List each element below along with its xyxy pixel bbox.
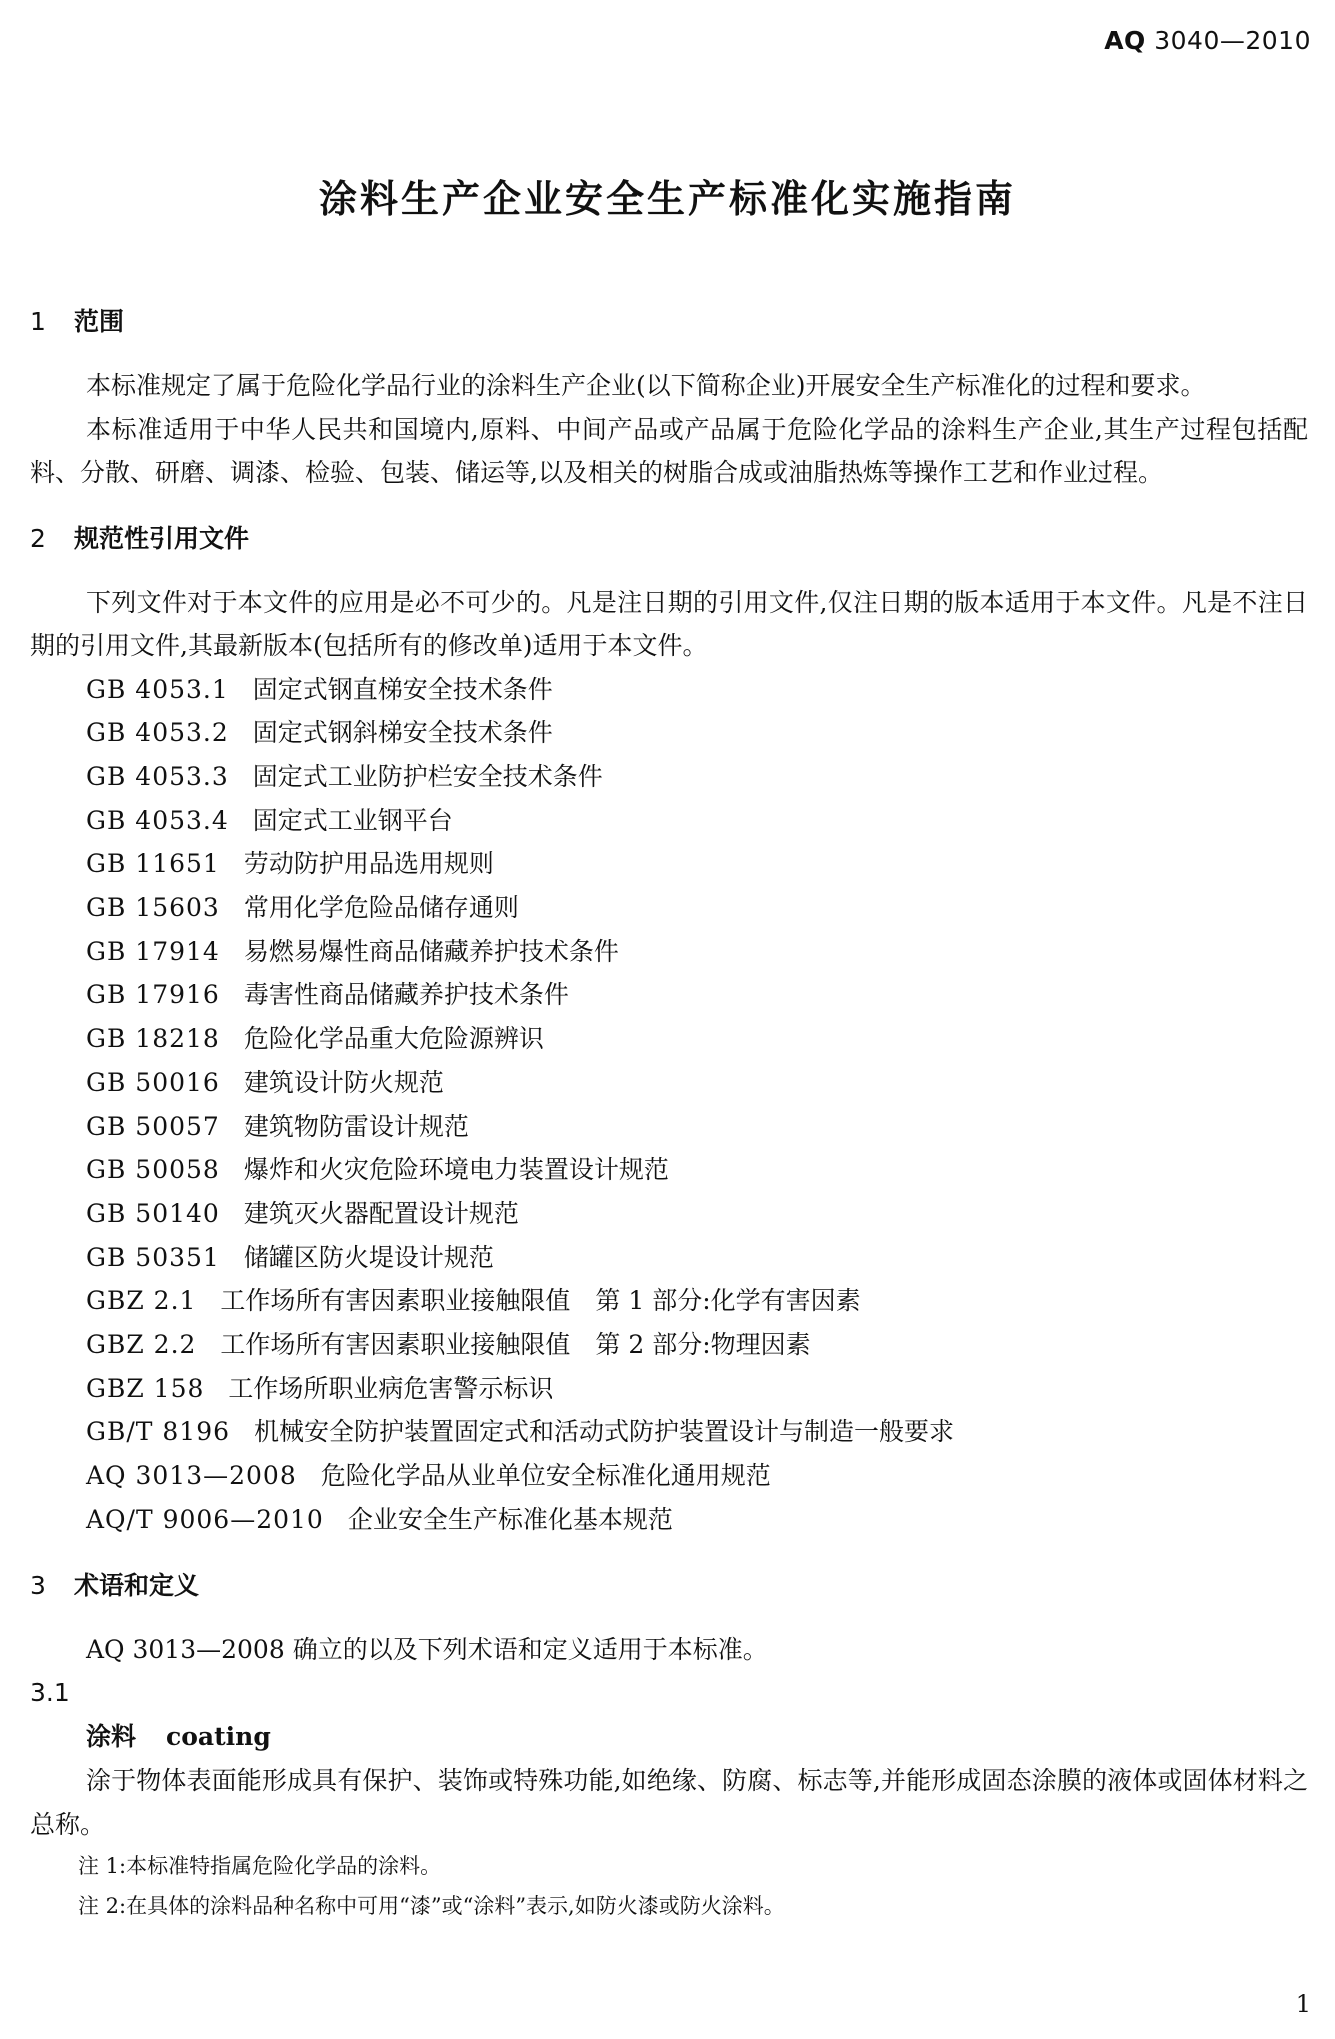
section-heading-normative-references: [30, 517, 1308, 561]
reference-item: GB 50351 储罐区防火堤设计规范: [86, 1242, 494, 1272]
scope-paragraph-1: 本标准规定了属于危险化学品行业的涂料生产企业(以下简称企业)开展安全生产标准化的过程和要求。: [86, 371, 1206, 400]
term-note-1: 注 1:本标准特指属危险化学品的涂料。: [78, 1854, 442, 1879]
reference-item: GB 17916 毒害性商品储藏养护技术条件: [86, 980, 569, 1010]
term-number: 3.1: [30, 1678, 70, 1708]
reference-item: AQ 3013—2008 危险化学品从业单位安全标准化通用规范: [86, 1461, 771, 1491]
term-note-2: 注 2:在具体的涂料品种名称中可用“漆”或“涂料”表示,如防火漆或防火涂料。: [78, 1894, 785, 1919]
section-number: 2: [30, 523, 46, 553]
reference-item: GB/T 8196 机械安全防护装置固定式和活动式防护装置设计与制造一般要求: [86, 1417, 955, 1447]
reference-item: AQ/T 9006—2010 企业安全生产标准化基本规范: [86, 1504, 673, 1534]
reference-item: GBZ 158 工作场所职业病危害警示标识: [86, 1373, 554, 1403]
term-heading: [30, 1715, 1308, 1759]
reference-item: GB 50057 建筑物防雷设计规范: [86, 1111, 469, 1141]
section-number: 1: [30, 307, 46, 336]
reference-item: GB 17914 易燃易爆性商品储藏养护技术条件: [86, 936, 619, 966]
reference-item: GB 4053.4 固定式工业钢平台: [86, 805, 453, 835]
scope-paragraph-2: 本标准适用于中华人民共和国境内,原料、中间产品或产品属于危险化学品的涂料生产企业,其生产过程包括配料、分散、研磨、调漆、检验、包装、储运等,以及相关的树脂合成或油脂热炼等操作工艺和作业过程。: [30, 414, 1308, 487]
section-title: 规范性引用文件: [74, 523, 250, 553]
doc-code-prefix: AQ: [1104, 26, 1146, 55]
reference-list: [30, 668, 1308, 1542]
reference-item: GB 50058 爆炸和火灾危险环境电力装置设计规范: [86, 1155, 669, 1185]
reference-item: GB 50140 建筑灭火器配置设计规范: [86, 1198, 519, 1228]
reference-item: GB 15603 常用化学危险品储存通则: [86, 893, 519, 923]
terms-intro-paragraph: AQ 3013—2008 确立的以及下列术语和定义适用于本标准。: [86, 1634, 768, 1664]
term-english: coating: [166, 1722, 271, 1752]
document-code-header: [1104, 26, 1311, 55]
reference-item: GB 50016 建筑设计防火规范: [86, 1067, 444, 1097]
section-title: 术语和定义: [74, 1570, 200, 1600]
doc-code-number: 3040—2010: [1154, 26, 1311, 55]
term-chinese: 涂料: [86, 1722, 137, 1752]
section-heading-scope: [30, 300, 1308, 344]
reference-item: GB 11651 劳动防护用品选用规则: [86, 849, 494, 879]
reference-item: GB 4053.1 固定式钢直梯安全技术条件: [86, 674, 553, 704]
section-heading-terms: [30, 1564, 1308, 1608]
reference-item: GB 4053.3 固定式工业防护栏安全技术条件: [86, 761, 603, 791]
page-number: 1: [1295, 1990, 1311, 2018]
document-title: 涂料生产企业安全生产标准化实施指南: [318, 177, 1016, 221]
reference-item: GB 18218 危险化学品重大危险源辨识: [86, 1024, 544, 1054]
section-title: 范围: [74, 307, 125, 336]
reference-item: GBZ 2.1 工作场所有害因素职业接触限值 第 1 部分:化学有害因素: [86, 1286, 861, 1316]
term-definition: 涂于物体表面能形成具有保护、装饰或特殊功能,如绝缘、防腐、标志等,并能形成固态涂膜的液体或固体材料之总称。: [30, 1766, 1308, 1839]
references-intro-paragraph: 下列文件对于本文件的应用是必不可少的。凡是注日期的引用文件,仅注日期的版本适用于本文件。凡是不注日期的引用文件,其最新版本(包括所有的修改单)适用于本文件。: [30, 587, 1308, 660]
reference-item: GBZ 2.2 工作场所有害因素职业接触限值 第 2 部分:物理因素: [86, 1330, 811, 1360]
reference-item: GB 4053.2 固定式钢斜梯安全技术条件: [86, 718, 553, 748]
section-number: 3: [30, 1570, 46, 1600]
document-body: [30, 300, 1308, 1926]
